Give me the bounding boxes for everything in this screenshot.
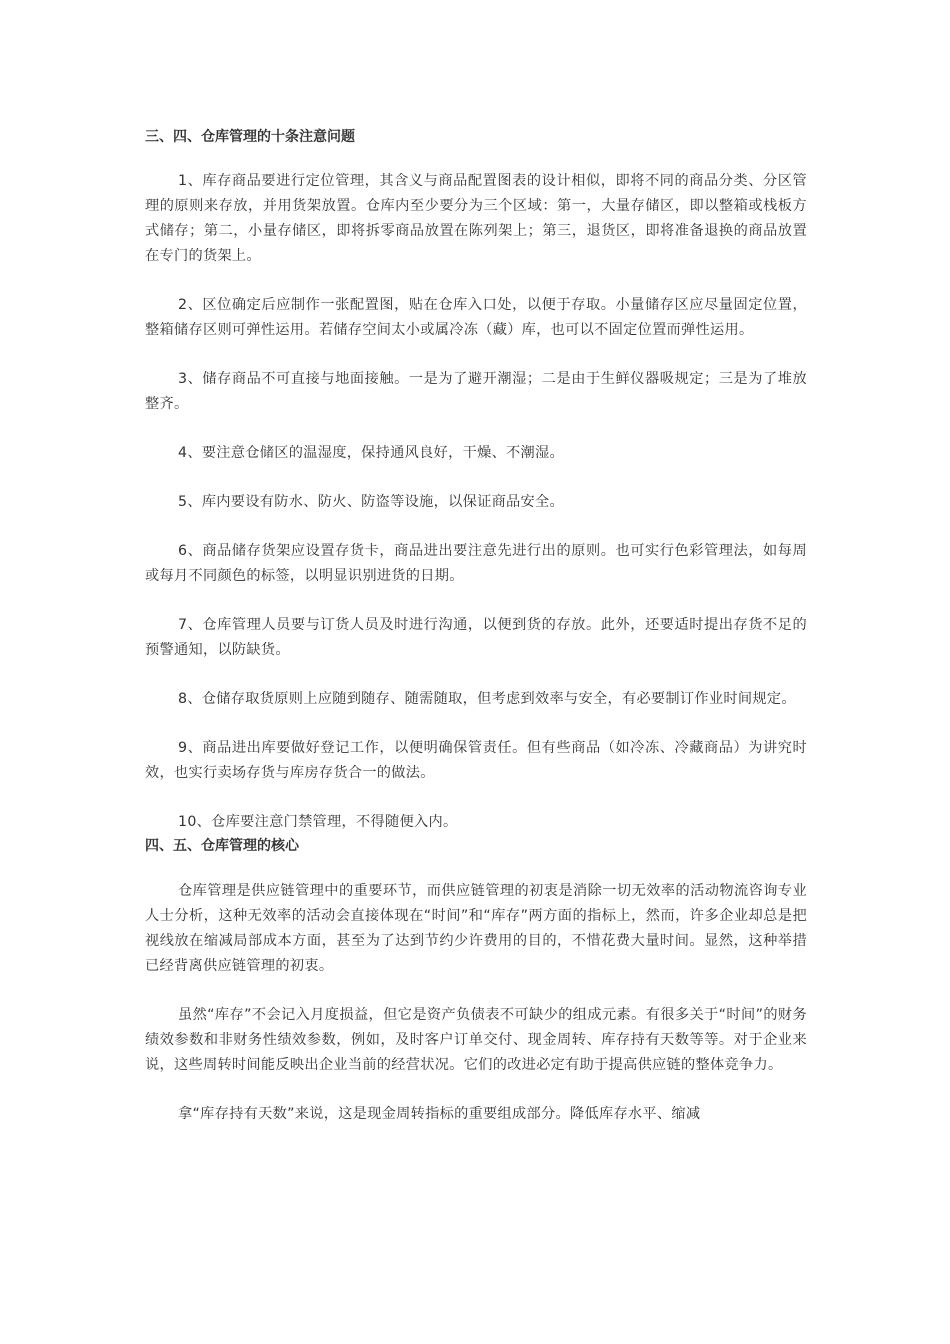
section-heading-warehouse-notes: 三、四、仓库管理的十条注意问题 (145, 129, 355, 145)
list-item: 1、库存商品要进行定位管理，其含义与商品配置图表的设计相似，即将不同的商品分类、分区管理的原则来存放，并用货架放置。仓库内至少要分为三个区域：第一，大量存储区，即以整箱或栈板方式储存；第二，小量存储区，即将拆零商品放置在陈列架上；第三，退货区，即将准备退换的商品放置在专门的货架上。 (145, 173, 807, 264)
body-paragraph: 虽然“库存”不会记入月度损益，但它是资产负债表不可缺少的组成元素。有很多关于“时间”的财务绩效参数和非财务性绩效参数，例如，及时客户订单交付、现金周转、库存持有天数等等。对于企业来说，这些周转时间能反映出企业当前的经营状况。它们的改进必定有助于提高供应链的整体竞争力。 (145, 1007, 807, 1073)
list-item: 3、储存商品不可直接与地面接触。一是为了避开潮湿；二是由于生鲜仪器吸规定；三是为了堆放整齐。 (145, 371, 807, 412)
list-item: 10、仓库要注意门禁管理，不得随便入内。 (178, 814, 458, 830)
body-paragraph: 仓库管理是供应链管理中的重要环节，而供应链管理的初衷是消除一切无效率的活动物流咨询专业人士分析，这种无效率的活动会直接体现在“时间”和“库存”两方面的指标上，然而，许多企业却总是把视线放在缩减局部成本方面，甚至为了达到节约少许费用的目的，不惜花费大量时间。显然，这种举措已经背离供应链管理的初衷。 (145, 883, 807, 974)
list-item: 2、区位确定后应制作一张配置图，贴在仓库入口处，以便于存取。小量储存区应尽量固定位置，整箱储存区则可弹性运用。若储存空间太小或属冷冻（藏）库，也可以不固定位置而弹性运用。 (145, 297, 807, 338)
list-item: 9、商品进出库要做好登记工作，以便明确保管责任。但有些商品（如冷冻、冷藏商品）为讲究时效，也实行卖场存货与库房存货合一的做法。 (145, 740, 807, 781)
list-item: 5、库内要设有防水、防火、防盗等设施，以保证商品安全。 (178, 494, 565, 510)
section-heading-warehouse-core: 四、五、仓库管理的核心 (145, 838, 299, 854)
list-item: 7、仓库管理人员要与订货人员及时进行沟通，以便到货的存放。此外，还要适时提出存货不足的预警通知，以防缺货。 (145, 617, 807, 658)
body-paragraph: 拿“库存持有天数”来说，这是现金周转指标的重要组成部分。降低库存水平、缩减 (178, 1106, 701, 1122)
document-page (145, 126, 807, 1127)
list-item: 8、仓储存取货原则上应随到随存、随需随取，但考虑到效率与安全，有必要制订作业时间规定。 (178, 691, 796, 707)
list-item: 6、商品储存货架应设置存货卡，商品进出要注意先进行出的原则。也可实行色彩管理法，如每周或每月不同颜色的标签，以明显识别进货的日期。 (145, 543, 807, 584)
list-item: 4、要注意仓储区的温湿度，保持通风良好，干燥、不潮湿。 (178, 445, 565, 461)
